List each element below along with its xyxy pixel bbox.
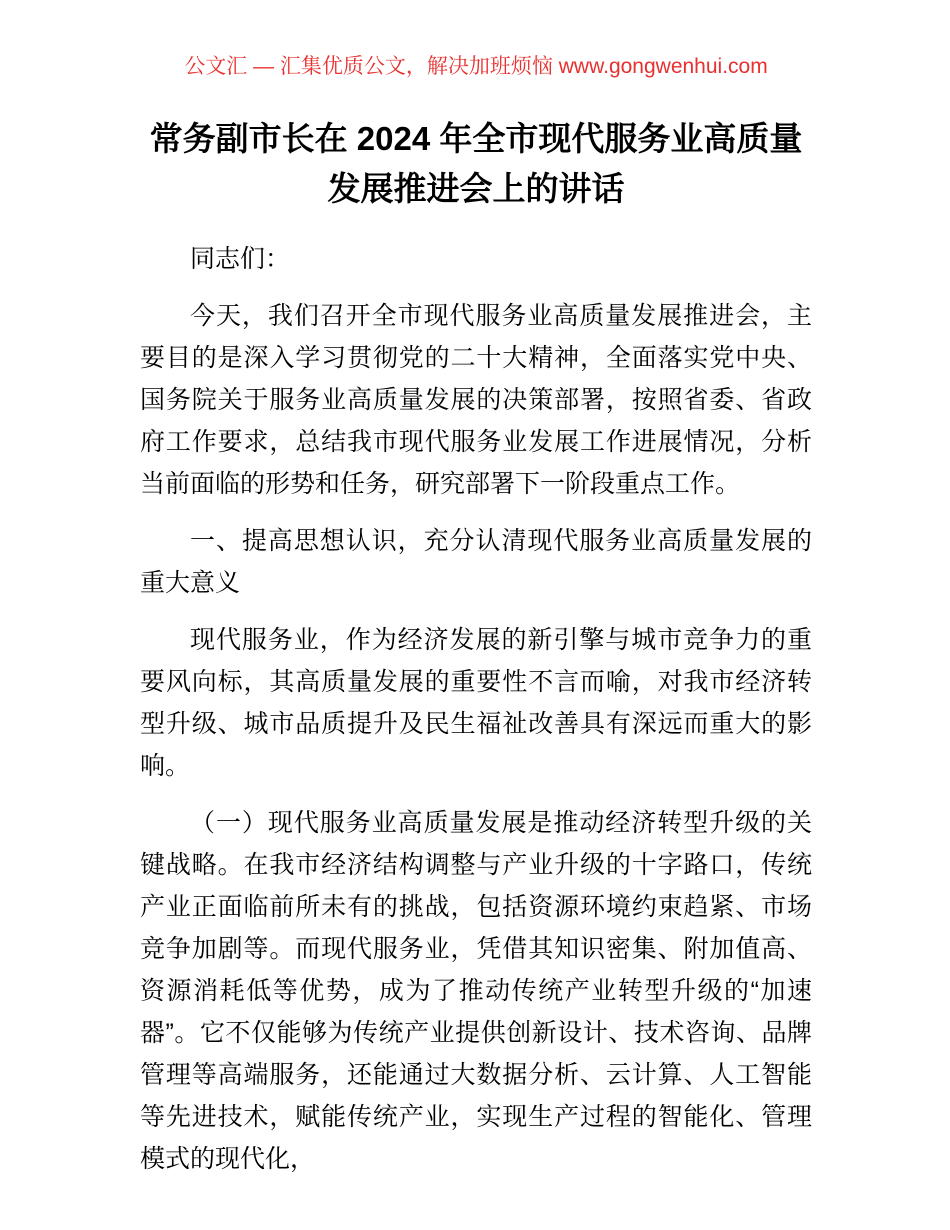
subsection-1-paragraph: （一）现代服务业高质量发展是推动经济转型升级的关键战略。在我市经济结构调整与产业升级的十字路口，传统产业正面临前所未有的挑战，包括资源环境约束趋紧、市场竞争加剧等。而现代服务业，凭借其知识密集、附加值高、资源消耗低等优势，成为了推动传统产业转型升级的“加速器”。它不仅能够为传统产业提供创新设计、技术咨询、品牌管理等高端服务，还能通过大数据分析、云计算、人工智能等先进技术，赋能传统产业，实现生产过程的智能化、管理模式的现代化，: [140, 809, 812, 1173]
document-title: 常务副市长在 2024 年全市现代服务业高质量发展推进会上的讲话: [149, 120, 803, 207]
significance-paragraph: 现代服务业，作为经济发展的新引擎与城市竞争力的重要风向标，其高质量发展的重要性不言而喻，对我市经济转型升级、城市品质提升及民生福祉改善具有深远而重大的影响。: [140, 626, 812, 780]
watermark-header: 公文汇 — 汇集优质公文，解决加班烦恼 www.gongwenhui.com: [184, 55, 768, 78]
section-heading-1: 一、提高思想认识，充分认清现代服务业高质量发展的重大意义: [140, 527, 812, 597]
salutation-paragraph: 同志们：: [190, 245, 291, 273]
document-body: [140, 238, 812, 1180]
intro-paragraph: 今天，我们召开全市现代服务业高质量发展推进会，主要目的是深入学习贯彻党的二十大精神，全面落实党中央、国务院关于服务业高质量发展的决策部署，按照省委、省政府工作要求，总结我市现代服务业发展工作进展情况，分析当前面临的形势和任务，研究部署下一阶段重点工作。: [140, 302, 812, 498]
